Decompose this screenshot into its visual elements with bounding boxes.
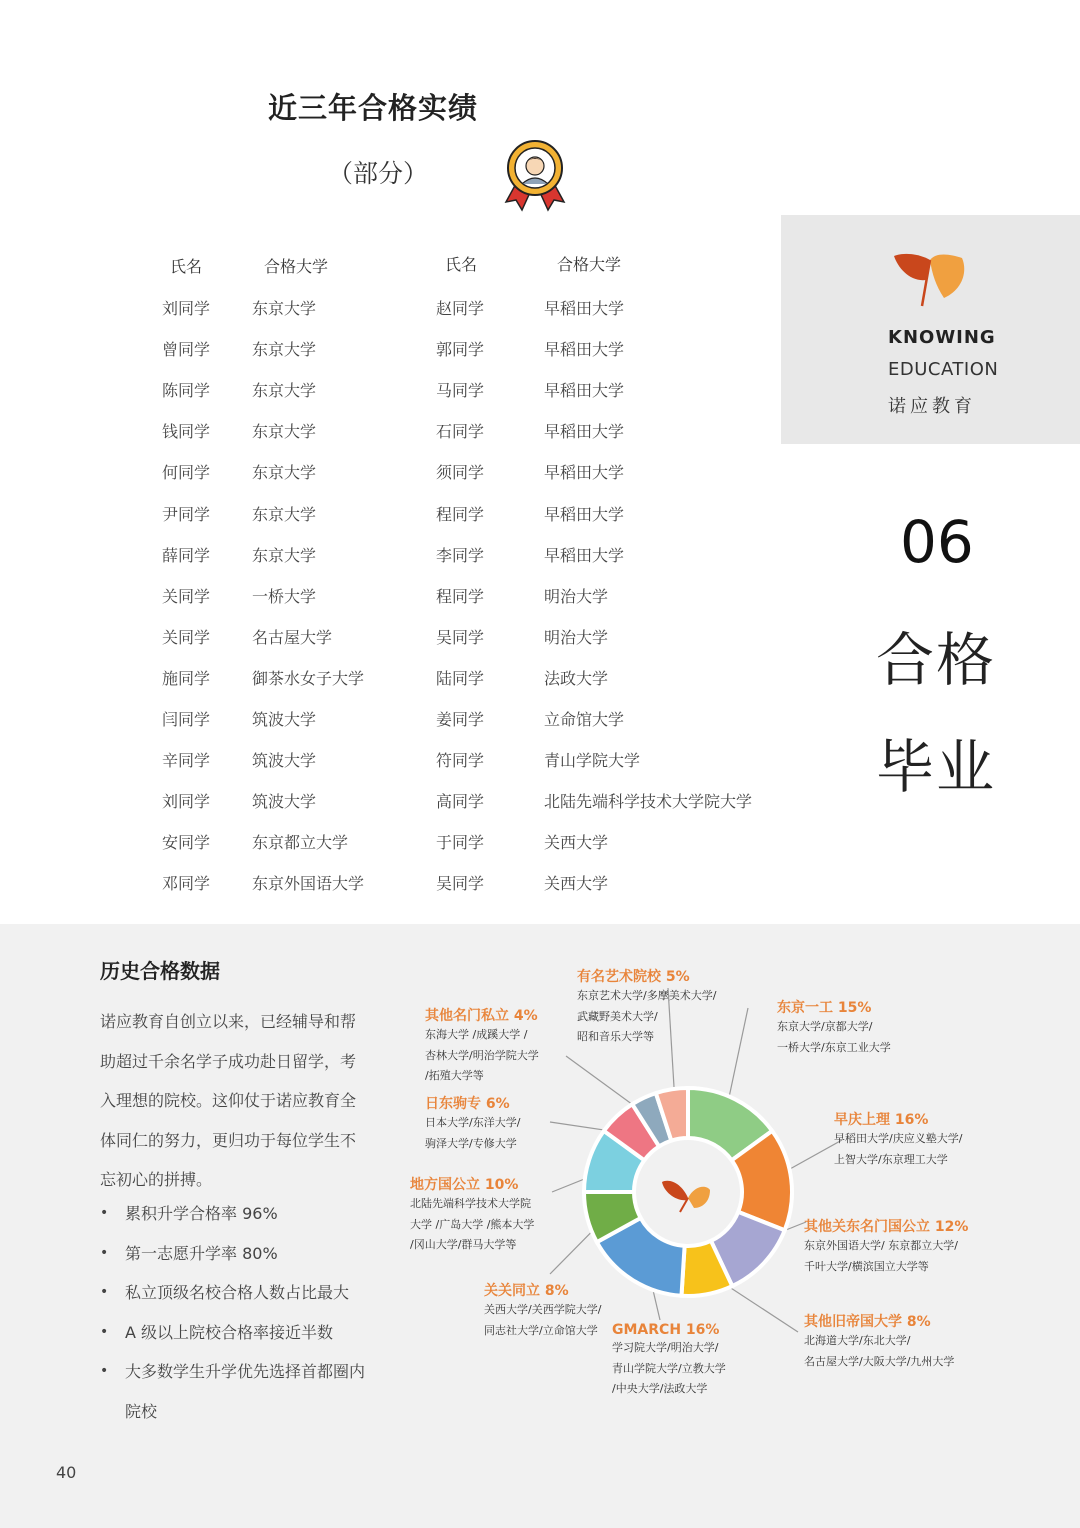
slice-description: 日本大学/东洋大学/ <box>425 1116 521 1129</box>
student-name: 李同学 <box>436 546 485 565</box>
university-name: 关西大学 <box>544 874 609 893</box>
chart-label-title <box>612 1322 726 1338</box>
university-name: 筑波大学 <box>252 792 317 811</box>
student-name: 施同学 <box>162 669 211 688</box>
chart-label-title <box>410 1174 534 1194</box>
chart-label-title <box>484 1280 601 1300</box>
bullet-item: 第一志愿升学率 80% <box>125 1244 278 1263</box>
slice-percent: 16% <box>894 1112 929 1128</box>
section-title-line2: 毕业 <box>876 733 997 801</box>
slice-percent: 15% <box>837 1000 872 1016</box>
slice-percent: 8% <box>906 1314 931 1330</box>
university-name: 东京大学 <box>252 463 317 482</box>
student-name: 曾同学 <box>162 340 211 359</box>
slice-description: 驹泽大学/专修大学 <box>425 1136 517 1150</box>
slice-description: 同志社大学/立命馆大学 <box>484 1323 598 1337</box>
student-name: 刘同学 <box>162 792 211 811</box>
university-name: 早稻田大学 <box>544 422 625 441</box>
university-name: 法政大学 <box>544 669 609 688</box>
bullet-item: 累积升学合格率 96% <box>125 1204 278 1223</box>
student-name: 吴同学 <box>436 628 485 647</box>
student-name: 何同学 <box>162 463 211 482</box>
university-name: 御茶水女子大学 <box>252 669 365 688</box>
chart-label <box>804 1216 968 1277</box>
student-name: 符同学 <box>436 751 485 770</box>
university-name: 北陆先端科学技术大学院大学 <box>544 792 753 811</box>
history-title: 历史合格数据 <box>100 959 220 983</box>
header-univ-left: 合格大学 <box>264 257 329 276</box>
student-name: 关同学 <box>162 628 211 647</box>
university-name: 东京都立大学 <box>252 833 349 852</box>
slice-description: 杏林大学/明治学院大学 <box>425 1048 539 1062</box>
student-name: 钱同学 <box>162 422 211 441</box>
slice-label: 其他名门私立 <box>425 1008 509 1024</box>
university-name: 一桥大学 <box>252 587 317 606</box>
university-name: 明治大学 <box>544 587 609 606</box>
student-name: 程同学 <box>436 505 485 524</box>
student-name: 关同学 <box>162 587 211 606</box>
chart-label-title <box>577 966 716 986</box>
student-name: 陆同学 <box>436 669 485 688</box>
slice-percent: 12% <box>934 1219 969 1235</box>
university-name: 筑波大学 <box>252 710 317 729</box>
slice-description: 学习院大学/明治大学/ <box>612 1341 719 1354</box>
chart-label <box>425 1093 520 1154</box>
slice-label: GMARCH <box>612 1322 682 1338</box>
history-paragraph: 诺应教育自创立以来，已经辅导和帮助超过千余名学子成功赴日留学，考入理想的院校。这仰仗于诺应教育全体同仁的努力，更归功于每位学生不忘初心的拼搏。 <box>100 1012 357 1189</box>
university-name: 名古屋大学 <box>252 628 333 647</box>
header-univ-right: 合格大学 <box>557 255 622 274</box>
page-title: 近三年合格实绩 <box>268 91 479 125</box>
slice-percent: 6% <box>485 1096 510 1112</box>
chart-label <box>425 1005 539 1087</box>
student-name: 陈同学 <box>162 381 211 400</box>
student-name: 辛同学 <box>162 751 211 770</box>
bullet-dot: • <box>100 1245 109 1261</box>
bullet-dot: • <box>100 1324 109 1340</box>
brand-name-en-1: KNOWING <box>888 327 996 348</box>
slice-label: 其他关东名门国公立 <box>804 1219 930 1235</box>
chart-label <box>577 966 716 1048</box>
university-name: 早稻田大学 <box>544 340 625 359</box>
slice-description: /拓殖大学等 <box>425 1069 484 1082</box>
chart-label <box>484 1280 601 1341</box>
header-name-left: 氏名 <box>170 257 203 276</box>
student-name: 于同学 <box>436 833 485 852</box>
slice-label: 日东驹专 <box>425 1096 481 1112</box>
university-name: 关西大学 <box>544 833 609 852</box>
slice-label: 地方国公立 <box>410 1177 480 1193</box>
university-name: 早稻田大学 <box>544 463 625 482</box>
university-name: 早稻田大学 <box>544 505 625 524</box>
chart-label-title <box>425 1005 539 1025</box>
chart-label <box>777 997 891 1058</box>
chart-label <box>804 1311 954 1372</box>
student-name: 程同学 <box>436 587 485 606</box>
page-number: 40 <box>56 1463 77 1482</box>
student-name: 邓同学 <box>162 874 211 893</box>
student-name: 安同学 <box>162 833 211 852</box>
chart-label <box>410 1174 534 1256</box>
university-name: 东京大学 <box>252 546 317 565</box>
university-name: 青山学院大学 <box>544 751 641 770</box>
university-name: 筑波大学 <box>252 751 317 770</box>
slice-percent: 5% <box>665 969 690 985</box>
student-name: 刘同学 <box>162 299 211 318</box>
slice-label: 早庆上理 <box>834 1112 890 1128</box>
university-name: 早稻田大学 <box>544 546 625 565</box>
bullet-dot: • <box>100 1284 109 1300</box>
student-name: 吴同学 <box>436 874 485 893</box>
chart-label <box>834 1109 962 1170</box>
ginkgo-leaf-logo <box>892 246 970 310</box>
university-name: 立命馆大学 <box>544 710 625 729</box>
chart-label-title <box>804 1216 968 1236</box>
student-name: 薛同学 <box>162 546 211 565</box>
student-name: 赵同学 <box>436 299 485 318</box>
slice-label: 关关同立 <box>484 1283 540 1299</box>
bullet-item: A 级以上院校合格率接近半数 <box>125 1323 334 1342</box>
student-name: 郭同学 <box>436 340 485 359</box>
slice-label: 有名艺术院校 <box>577 969 661 985</box>
student-name: 姜同学 <box>436 710 485 729</box>
student-name: 石同学 <box>436 422 485 441</box>
section-title-line1: 合格 <box>876 626 997 694</box>
chart-label-title <box>425 1093 520 1113</box>
chart-label-title <box>834 1109 962 1129</box>
slice-description: 千叶大学/横滨国立大学等 <box>804 1259 929 1273</box>
slice-description: 早稻田大学/庆应义塾大学/ <box>834 1132 963 1145</box>
bullet-dot: • <box>100 1363 109 1379</box>
slice-description: 北陆先端科学技术大学院 <box>410 1197 531 1210</box>
slice-percent: 4% <box>513 1008 538 1024</box>
slice-label: 东京一工 <box>777 1000 833 1016</box>
slice-description: 东京大学/京都大学/ <box>777 1020 873 1033</box>
slice-percent: 16% <box>685 1322 720 1338</box>
bullet-item: 私立顶级名校合格人数占比最大 <box>125 1283 350 1302</box>
slice-description: 一桥大学/东京工业大学 <box>777 1040 891 1054</box>
slice-percent: 8% <box>544 1283 569 1299</box>
slice-label: 其他旧帝国大学 <box>804 1314 902 1330</box>
slice-description: 东京艺术大学/多摩美术大学/ <box>577 989 717 1002</box>
bullet-dot: • <box>100 1205 109 1221</box>
student-name: 须同学 <box>436 463 485 482</box>
slice-description: 上智大学/东京理工大学 <box>834 1152 948 1166</box>
slice-description: /冈山大学/群马大学等 <box>410 1238 517 1251</box>
slice-description: 青山学院大学/立教大学 <box>612 1361 726 1375</box>
section-number: 06 <box>900 508 974 576</box>
slice-description: 名古屋大学/大阪大学/九州大学 <box>804 1354 955 1368</box>
university-name: 早稻田大学 <box>544 381 625 400</box>
university-name: 早稻田大学 <box>544 299 625 318</box>
slice-description: 北海道大学/东北大学/ <box>804 1334 911 1347</box>
university-name: 东京大学 <box>252 299 317 318</box>
student-name: 高同学 <box>436 792 485 811</box>
chart-label-title <box>777 997 891 1017</box>
bullet-item: 大多数学生升学优先选择首都圈内院校 <box>125 1362 366 1421</box>
brand-name-cn: 诺应教育 <box>888 396 976 417</box>
brand-name-en-2: EDUCATION <box>888 359 999 380</box>
slice-description: 东京外国语大学/ 东京都立大学/ <box>804 1239 958 1252</box>
university-name: 明治大学 <box>544 628 609 647</box>
header-name-right: 氏名 <box>445 255 478 274</box>
student-name: 马同学 <box>436 381 485 400</box>
page-subtitle: （部分） <box>328 159 429 188</box>
slice-description: 大学 /广岛大学 /熊本大学 <box>410 1217 535 1231</box>
medal-icon <box>500 136 570 214</box>
slice-description: /中央大学/法政大学 <box>612 1382 708 1395</box>
university-name: 东京大学 <box>252 381 317 400</box>
chart-label-title <box>804 1311 954 1331</box>
slice-description: 东海大学 /成蹊大学 / <box>425 1028 528 1041</box>
university-name: 东京大学 <box>252 422 317 441</box>
university-name: 东京外国语大学 <box>252 874 365 893</box>
university-name: 东京大学 <box>252 505 317 524</box>
slice-description: 关西大学/关西学院大学/ <box>484 1303 602 1316</box>
slice-percent: 10% <box>484 1177 519 1193</box>
slice-description: 武藏野美术大学/ <box>577 1009 658 1023</box>
chart-label <box>612 1322 726 1400</box>
slice-description: 昭和音乐大学等 <box>577 1030 654 1043</box>
student-name: 尹同学 <box>162 505 211 524</box>
student-name: 闫同学 <box>162 710 211 729</box>
university-name: 东京大学 <box>252 340 317 359</box>
